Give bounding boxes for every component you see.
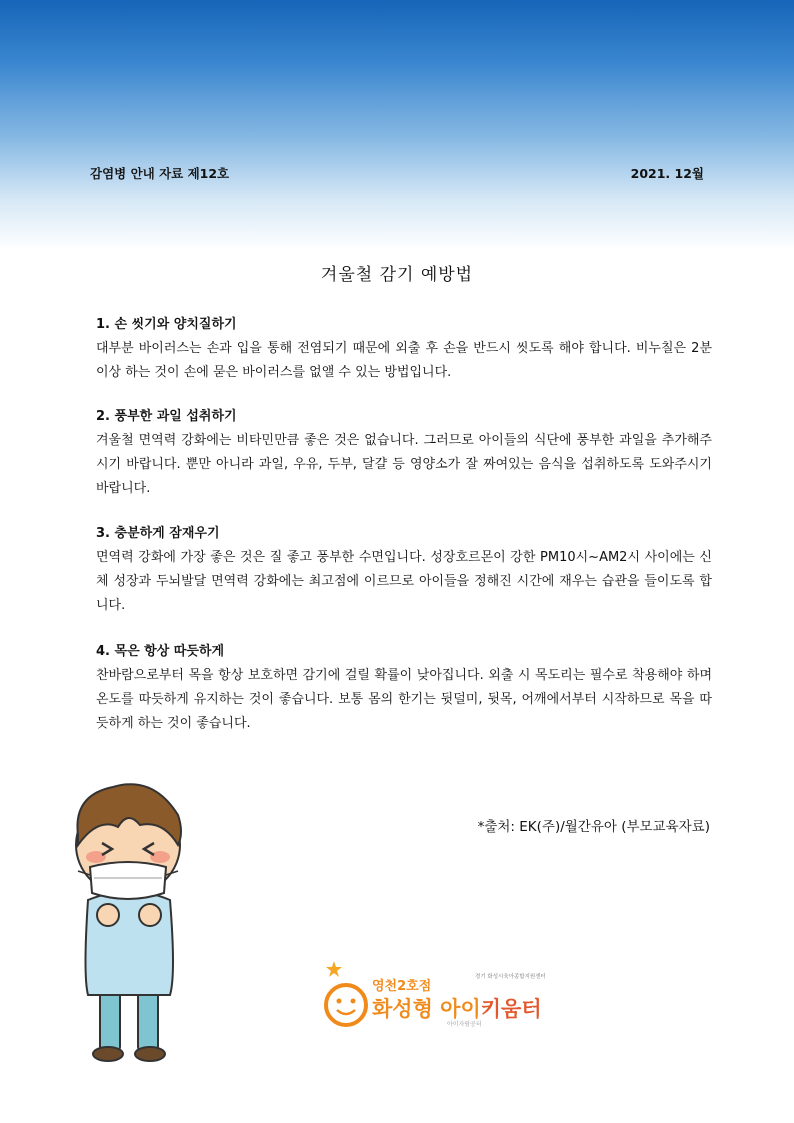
section-body: 면역력 강화에 가장 좋은 것은 질 좋고 풍부한 수면입니다. 성장호르몬이 강한 PM10시~AM2시 사이에는 신체 성장과 두뇌발달 면역력 강화에는 최고점에 이르므로 아이들을 정해진 시간에 재우는 습관을 들이도록 합니다.: [96, 550, 712, 613]
section-body: 겨울철 면역력 강화에는 비타민만큼 좋은 것은 없습니다. 그러므로 아이들의 식단에 풍부한 과일을 추가해주시기 바랍니다. 뿐만 아니라 과일, 우유, 두부, 달걀 등 영양소가 잘 짜여있는 음식을 섭취하도록 도와주시기 바랍니다.: [96, 433, 712, 496]
header-gradient-band: [0, 0, 794, 250]
section-sleep: [96, 522, 712, 618]
section-heading: 2. 풍부한 과일 섭취하기: [96, 409, 237, 424]
source-citation: *출처: EK(주)/월간유아 (부모교육자료): [477, 819, 710, 835]
section-neck-warm: [96, 640, 712, 736]
document-date: 2021. 12월: [630, 166, 704, 181]
document-series-label: 감염병 안내 자료 제12호: [90, 166, 230, 181]
logo-main-part: 아이: [440, 997, 481, 1021]
sun-face-logo-icon: [322, 955, 372, 1035]
logo-subtitle: 아이자람공터: [447, 1021, 482, 1028]
child-mask-illustration: [58, 775, 198, 1065]
section-heading: 4. 목은 항상 따듯하게: [96, 644, 225, 659]
section-heading: 1. 손 씻기와 양치질하기: [96, 317, 237, 332]
section-fruit: [96, 405, 712, 501]
section-body: 대부분 바이러스는 손과 입을 통해 전염되기 때문에 외출 후 손을 반드시 씻도록 해야 합니다. 비누칠은 2분 이상 하는 것이 손에 묻은 바이러스를 없앨 수 있는 방법입니다.: [96, 341, 712, 380]
section-heading: 3. 충분하게 잠재우기: [96, 526, 220, 541]
page-title: 겨울철 감기 예방법: [320, 265, 474, 285]
logo-main-part: 키움터: [480, 997, 542, 1021]
section-handwashing: [96, 313, 712, 385]
logo-org-name: 경기 화성시육아종합지원센터: [475, 974, 546, 980]
logo-branch-label: 영천2호점: [372, 979, 432, 994]
org-logo: [322, 955, 562, 1035]
logo-main-part: 화성형: [372, 997, 433, 1021]
section-body: 찬바람으로부터 목을 항상 보호하면 감기에 걸릴 확률이 낮아집니다. 외출 시 목도리는 필수로 착용해야 하며 온도를 따듯하게 유지하는 것이 좋습니다. 보통 몸의 한기는 뒷덜미, 뒷목, 어깨에서부터 시작하므로 목을 따듯하게 하는 것이 좋습니다.: [96, 668, 712, 731]
